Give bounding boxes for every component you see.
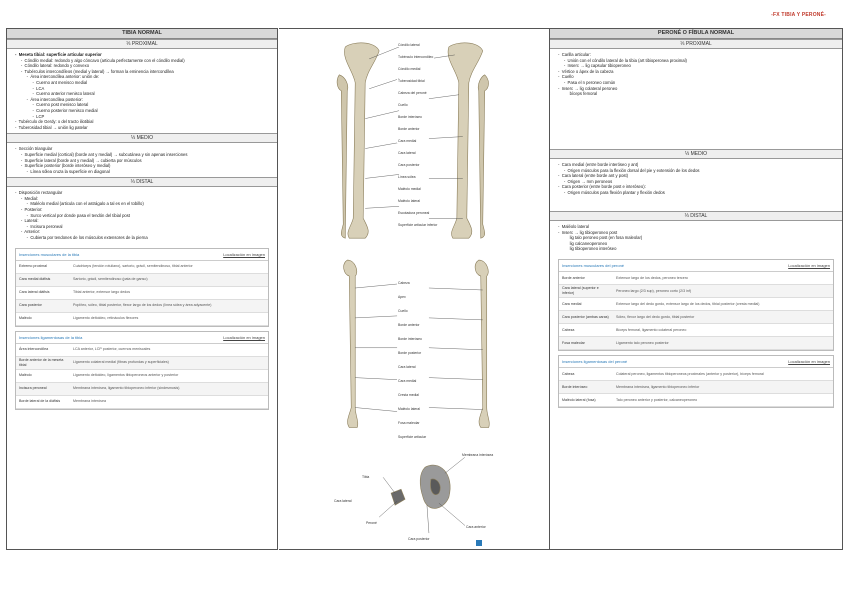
perone-muscle-table	[558, 259, 834, 351]
text-line: - Pasa el n peroneo común	[558, 79, 616, 85]
figure-label: Maléolo medial	[398, 187, 421, 191]
table-title: Inserciones musculares de la tibia	[19, 251, 80, 257]
text-line: - Área intercondílea posterior:	[15, 96, 83, 102]
row-key: Extremo proximal	[19, 264, 47, 269]
row-key: Cara lateral diáfisis	[19, 290, 50, 295]
tibia-muscle-table	[15, 248, 269, 327]
text-line: - Inserc → lig tibioperoneo post	[558, 229, 618, 235]
text-line: - Superficie lateral (borde ant y medial) → cubierta por músculos	[15, 157, 142, 163]
text-line: bíceps femoral	[558, 91, 598, 97]
text-line: - Tuberosidad tibial → unión lig patelar	[15, 124, 88, 130]
tibia-prox-block	[7, 49, 277, 133]
figure-label: Cara medial	[398, 379, 417, 383]
tibia-mid-block	[7, 143, 277, 177]
row-key: Maléolo	[19, 316, 32, 321]
text-line: - Medial:	[15, 195, 39, 201]
section-label: Tibia	[362, 475, 370, 479]
row-key: Incisura peroneal	[19, 386, 47, 391]
figure-label: Superficie articular inferior	[398, 223, 438, 227]
row-value: LCA anterior, LCP posterior, cuernos meniscales	[73, 347, 151, 352]
table-title: Inserciones musculares del peroné	[562, 262, 625, 268]
row-value: Sartorio, grácil, semitendinoso (pata de ganso)	[73, 277, 148, 282]
row-key: Borde interóseo	[562, 384, 588, 389]
text-line: lig calcaneoperoneo	[558, 240, 608, 246]
table-ref-link[interactable]: Localización en imagen	[788, 358, 830, 364]
figure-label: Superficie articular	[398, 435, 427, 439]
text-line: - LCP	[15, 113, 45, 119]
text-line: - Cubierta por tendones de los músculos extensores de la pierna	[15, 235, 148, 241]
tibia-fibula-illustration	[279, 29, 549, 549]
text-line: - Tubérculos intercondíleos (medial y lateral) → forman la eminencia intercondílea	[15, 68, 174, 74]
tibia-prox-subtitle: ⅓ PROXIMAL	[7, 39, 277, 49]
figure-label: Borde posterior	[398, 351, 422, 355]
table-row	[559, 311, 833, 324]
table-title: Inserciones ligamentosas del peroné	[562, 358, 628, 364]
table-row	[16, 383, 268, 396]
figure-label: Cuello	[398, 103, 408, 107]
section-label: Peroné	[366, 521, 377, 525]
figure-label: Tubérculo intercondíleo	[398, 55, 434, 59]
section-label: Cara posterior	[408, 537, 430, 541]
text-line: - Cara medial (entre borde interóseo y ant)	[558, 162, 639, 167]
row-value: Cuádriceps (tendón rotuliano), sartorio, grácil, semitendinoso, tibial anterior	[73, 264, 193, 269]
table-ref-link[interactable]: Localización en imagen	[223, 334, 265, 340]
text-line: - Línea sólea cruza la superficie en diagonal	[15, 168, 110, 174]
figure-label: Cabeza	[398, 281, 410, 285]
figure-label: Borde interóseo	[398, 337, 422, 341]
text-line: - Superficie posterior (borde interóseo y medial)	[15, 163, 111, 169]
row-key: Cabeza	[562, 327, 575, 332]
document-tag: -FX TIBIA Y PERONÉ-	[771, 12, 826, 18]
row-value: Ligamento deltoideo, retináculos flexores	[73, 316, 139, 321]
text-line: - LCA	[15, 85, 45, 91]
figure-label: Maléolo lateral	[398, 199, 421, 203]
figure-label: Fosa maleolar	[398, 421, 420, 425]
figure-label: Cara medial	[398, 139, 417, 143]
row-key: Borde anterior	[562, 275, 585, 280]
text-line: - Posterior:	[15, 207, 43, 213]
row-key: Cabeza	[562, 371, 575, 376]
figure-label: Línea sólea	[398, 175, 416, 179]
row-value: Colateral peroneo, ligamentos tibioperoneos proximales (anterior y posterior), bíceps femoral	[616, 371, 764, 376]
table-ref-link[interactable]: Localización en imagen	[788, 262, 830, 268]
row-key: Área intercondílea	[19, 347, 49, 352]
table-row	[16, 261, 268, 274]
figure-label: Apex	[398, 295, 406, 299]
text-line: - Cuerno posterior menisco medial	[15, 107, 98, 113]
figure-label: Cara posterior	[398, 163, 420, 167]
perone-prox-block	[550, 49, 842, 149]
perone-prox-subtitle: ⅓ PROXIMAL	[550, 39, 842, 49]
text-line: - Cuello	[558, 74, 574, 80]
tibia-ligament-table	[15, 331, 269, 410]
row-key: Maléolo lateral (fosa)	[562, 397, 596, 402]
row-value: Membrana interósea, ligamento tibioperoneo inferior (sindesmosis)	[73, 386, 180, 391]
text-line: - Cara lateral (entre borde ant y post)	[558, 173, 629, 179]
text-line: - Origen → mm peroneos	[558, 178, 613, 184]
row-value: Ligamento talo peroneo posterior	[616, 340, 669, 345]
tibia-title: TIBIA NORMAL	[7, 29, 277, 39]
figure-label: Maléolo lateral	[398, 407, 421, 411]
table-row	[16, 396, 268, 409]
table-row	[559, 381, 833, 394]
tibia-dist-subtitle: ⅓ DISTAL	[7, 177, 277, 187]
text-line: - Surco vertical por donde pasa el tendón del tibial post	[15, 212, 130, 218]
text-line: - Área intercondílea anterior: unión de:	[15, 74, 100, 80]
table-row	[559, 272, 833, 285]
figure-label: Cóndilo medial	[398, 67, 421, 71]
figure-label: Escotadura peroneal	[398, 211, 430, 215]
figure-label: Borde anterior	[398, 127, 420, 131]
text-line: - Cara posterior (entre borde post e interóseo):	[558, 184, 646, 190]
perone-title: PERONÉ O FÍBULA NORMAL	[550, 29, 842, 39]
row-value: Tibial anterior, extensor largo dedos	[73, 290, 130, 295]
tibia-dist-block	[7, 187, 277, 243]
table-row	[559, 394, 833, 407]
text-line: - Lateral:	[15, 218, 39, 224]
text-line: - Cóndilo medial: redondo y algo cóncavo (articula perfectamente con el cóndilo medial)	[15, 57, 185, 63]
row-key: Cara medial diáfisis	[19, 277, 51, 282]
figure-label: Tuberosidad tibial	[398, 79, 425, 83]
row-value: Extensor largo de los dedos, peroneo tercero	[616, 275, 688, 280]
text-line: - Origen músculos para la flexión dorsal del pie y extensión de los dedos	[558, 167, 700, 173]
section-label: Cara anterior	[466, 525, 486, 529]
figure-marker[interactable]	[476, 540, 482, 546]
text-line: lig tibioperoneo interóseo	[558, 246, 617, 252]
row-key: Maléolo	[19, 373, 32, 378]
figure-label: Borde anterior	[398, 323, 420, 327]
text-line: - Sección triangular	[15, 146, 53, 152]
table-row	[559, 285, 833, 298]
row-key: Cara lateral (superior e inferior)	[562, 286, 599, 295]
row-value: Poplíteo, sóleo, tibial posterior, flexor largo de los dedos (línea sólea y área adyacente)	[73, 303, 212, 308]
table-ref-link[interactable]: Localización en imagen	[223, 251, 265, 257]
text-line: lig talo peroneo post (en fosa maleolar)	[558, 235, 643, 241]
table-row	[16, 300, 268, 313]
figure-label: Cara lateral	[398, 365, 416, 369]
row-key: Borde lateral de la diáfisis	[19, 399, 61, 404]
text-line: - Maléolo medial (articula con el astrágalo a tal es en el tobillo)	[15, 201, 144, 207]
table-row	[559, 368, 833, 381]
text-line: - Superficie medial (cortical) (borde ant y medial) → subcutánea y sin apenas inserciones	[15, 151, 188, 157]
row-value: Ligamento colateral medial (fibras profundas y superficiales)	[73, 360, 169, 365]
figure-label: Borde interóseo	[398, 115, 422, 119]
section-label: Cara lateral	[334, 499, 352, 503]
row-value: Bíceps femoral, ligamento colateral peroneo	[616, 327, 687, 332]
row-value: Talo peroneo anterior y posterior, calcaneoperoneo	[616, 397, 698, 402]
perone-mid-block	[550, 159, 842, 211]
text-line: - Inserc → lig capsular tibioperoneo	[558, 63, 631, 69]
figure-label: Cabeza del peroné	[398, 91, 427, 95]
text-line: - Vértice o ápex de la cabeza	[558, 68, 614, 74]
row-key: Cara medial	[562, 301, 582, 306]
table-row	[16, 344, 268, 357]
text-line: - Incisura peroneal	[15, 223, 63, 229]
table-row	[16, 274, 268, 287]
row-value: Sóleo, flexor largo del dedo gordo, tibial posterior	[616, 314, 695, 319]
text-line: - Origen músculos para flexión plantar y flexión dedos	[558, 189, 665, 195]
text-line: - Unión con el cóndilo lateral de la tibia (art tibioperonea proximal)	[558, 57, 687, 63]
table-row	[16, 313, 268, 326]
table-row	[16, 370, 268, 383]
text-line: - Inserc → lig colateral peroneo	[558, 85, 618, 91]
table-row	[16, 287, 268, 300]
text-line: - Cuerno post menisco lateral	[15, 102, 89, 108]
figure-label: Cóndilo lateral	[398, 43, 420, 47]
text-line: - Cóndilo lateral: redondo y convexo	[15, 63, 90, 69]
tibia-panel	[6, 28, 278, 550]
table-title: Inserciones ligamentosas de la tibia	[19, 334, 83, 340]
anatomy-figure-panel	[279, 28, 549, 550]
row-key: Fosa maleolar	[562, 340, 585, 345]
perone-mid-subtitle: ⅓ MEDIO	[550, 149, 842, 159]
text-line: - Meseta tibial: superficie articular superior	[15, 52, 102, 57]
perone-ligament-table	[558, 355, 834, 408]
row-value: Membrana interósea	[73, 399, 106, 404]
table-row	[559, 337, 833, 350]
figure-label: Cara lateral	[398, 151, 416, 155]
perone-dist-subtitle: ⅓ DISTAL	[550, 211, 842, 221]
figure-label: Cresta medial	[398, 393, 419, 397]
perone-panel	[549, 28, 843, 550]
table-row	[559, 324, 833, 337]
text-line: - Maléolo lateral	[558, 224, 589, 229]
section-label: Membrana interósea	[462, 453, 494, 457]
table-row	[559, 298, 833, 311]
text-line: - Tubérculo de Gerdy: o del tracto iliotibial	[15, 119, 94, 125]
perone-dist-block	[550, 221, 842, 255]
table-row	[16, 357, 268, 370]
row-value: Peroneo largo (2/3 sup), peroneo corto (2/3 inf)	[616, 288, 692, 293]
row-value: Membrana interósea, ligamento tibioperoneo inferior	[616, 384, 700, 389]
row-key: Cara posterior (ambas caras)	[562, 314, 609, 319]
row-key: Cara posterior	[19, 303, 42, 308]
tibia-mid-subtitle: ⅓ MEDIO	[7, 133, 277, 143]
text-line: - Cuerno anterior menisco lateral	[15, 91, 95, 97]
row-value: Extensor largo del dedo gordo, extensor largo de los dedos, tibial posterior (cresta medial)	[616, 301, 760, 306]
text-line: - Carilla articular:	[558, 52, 591, 57]
text-line: - Disposición rectangular	[15, 190, 63, 196]
text-line: - Anterior:	[15, 229, 41, 235]
figure-label: Cuello	[398, 309, 408, 313]
row-value: Ligamento deltoideo, ligamentos tibioperoneos anterior y posterior	[73, 373, 179, 378]
row-key: Borde anterior de la meseta tibial	[19, 358, 64, 367]
text-line: - Cuerno ant menisco medial	[15, 79, 88, 85]
